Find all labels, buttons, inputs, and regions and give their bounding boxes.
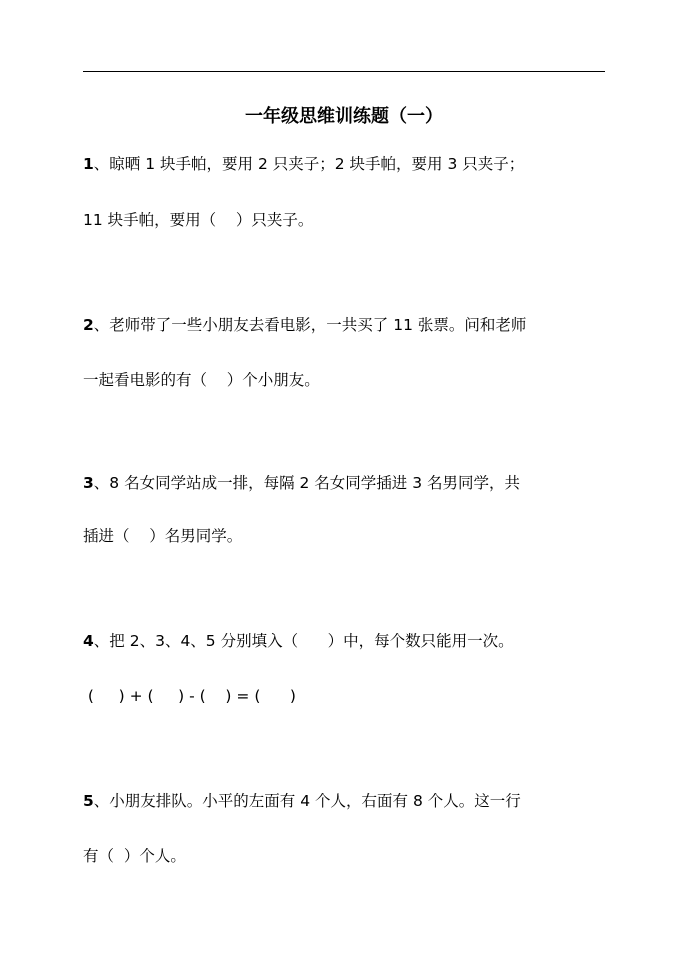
question-2-line-1 bbox=[83, 311, 526, 339]
question-4-line-1 bbox=[83, 627, 514, 655]
question-1-line-1 bbox=[83, 150, 524, 178]
question-1-number: 1 bbox=[83, 155, 94, 173]
question-2-line-2: 一起看电影的有（ ）个小朋友。 bbox=[83, 371, 320, 389]
question-2-number: 2 bbox=[83, 316, 94, 334]
question-2-text: 、老师带了一些小朋友去看电影，一共买了 11 张票。问和老师 bbox=[93, 316, 527, 334]
question-4-equation: ( ) + ( ) - ( ) = ( ) bbox=[83, 687, 296, 705]
header-rule bbox=[83, 71, 605, 72]
page-title: 一年级思维训练题（一） bbox=[245, 106, 443, 127]
question-3-text: 、8 名女同学站成一排，每隔 2 名女同学插进 3 名男同学，共 bbox=[93, 474, 521, 492]
question-3-line-2: 插进（ ）名男同学。 bbox=[83, 527, 243, 545]
question-3-number: 3 bbox=[83, 474, 94, 492]
question-1-line-2: 11 块手帕，要用（ ）只夹子。 bbox=[83, 211, 314, 229]
question-4-text: 、把 2、3、4、5 分别填入（ ）中，每个数只能用一次。 bbox=[93, 632, 514, 650]
question-3-line-1 bbox=[83, 469, 520, 497]
question-5-number: 5 bbox=[83, 792, 94, 810]
question-4-number: 4 bbox=[83, 632, 94, 650]
question-5-line-1 bbox=[83, 787, 521, 815]
question-5-text: 、小朋友排队。小平的左面有 4 个人，右面有 8 个人。这一行 bbox=[93, 792, 521, 810]
question-5-line-2: 有（ ）个人。 bbox=[83, 847, 186, 865]
question-1-text: 、晾晒 1 块手帕，要用 2 只夹子；2 块手帕，要用 3 只夹子； bbox=[93, 155, 525, 173]
